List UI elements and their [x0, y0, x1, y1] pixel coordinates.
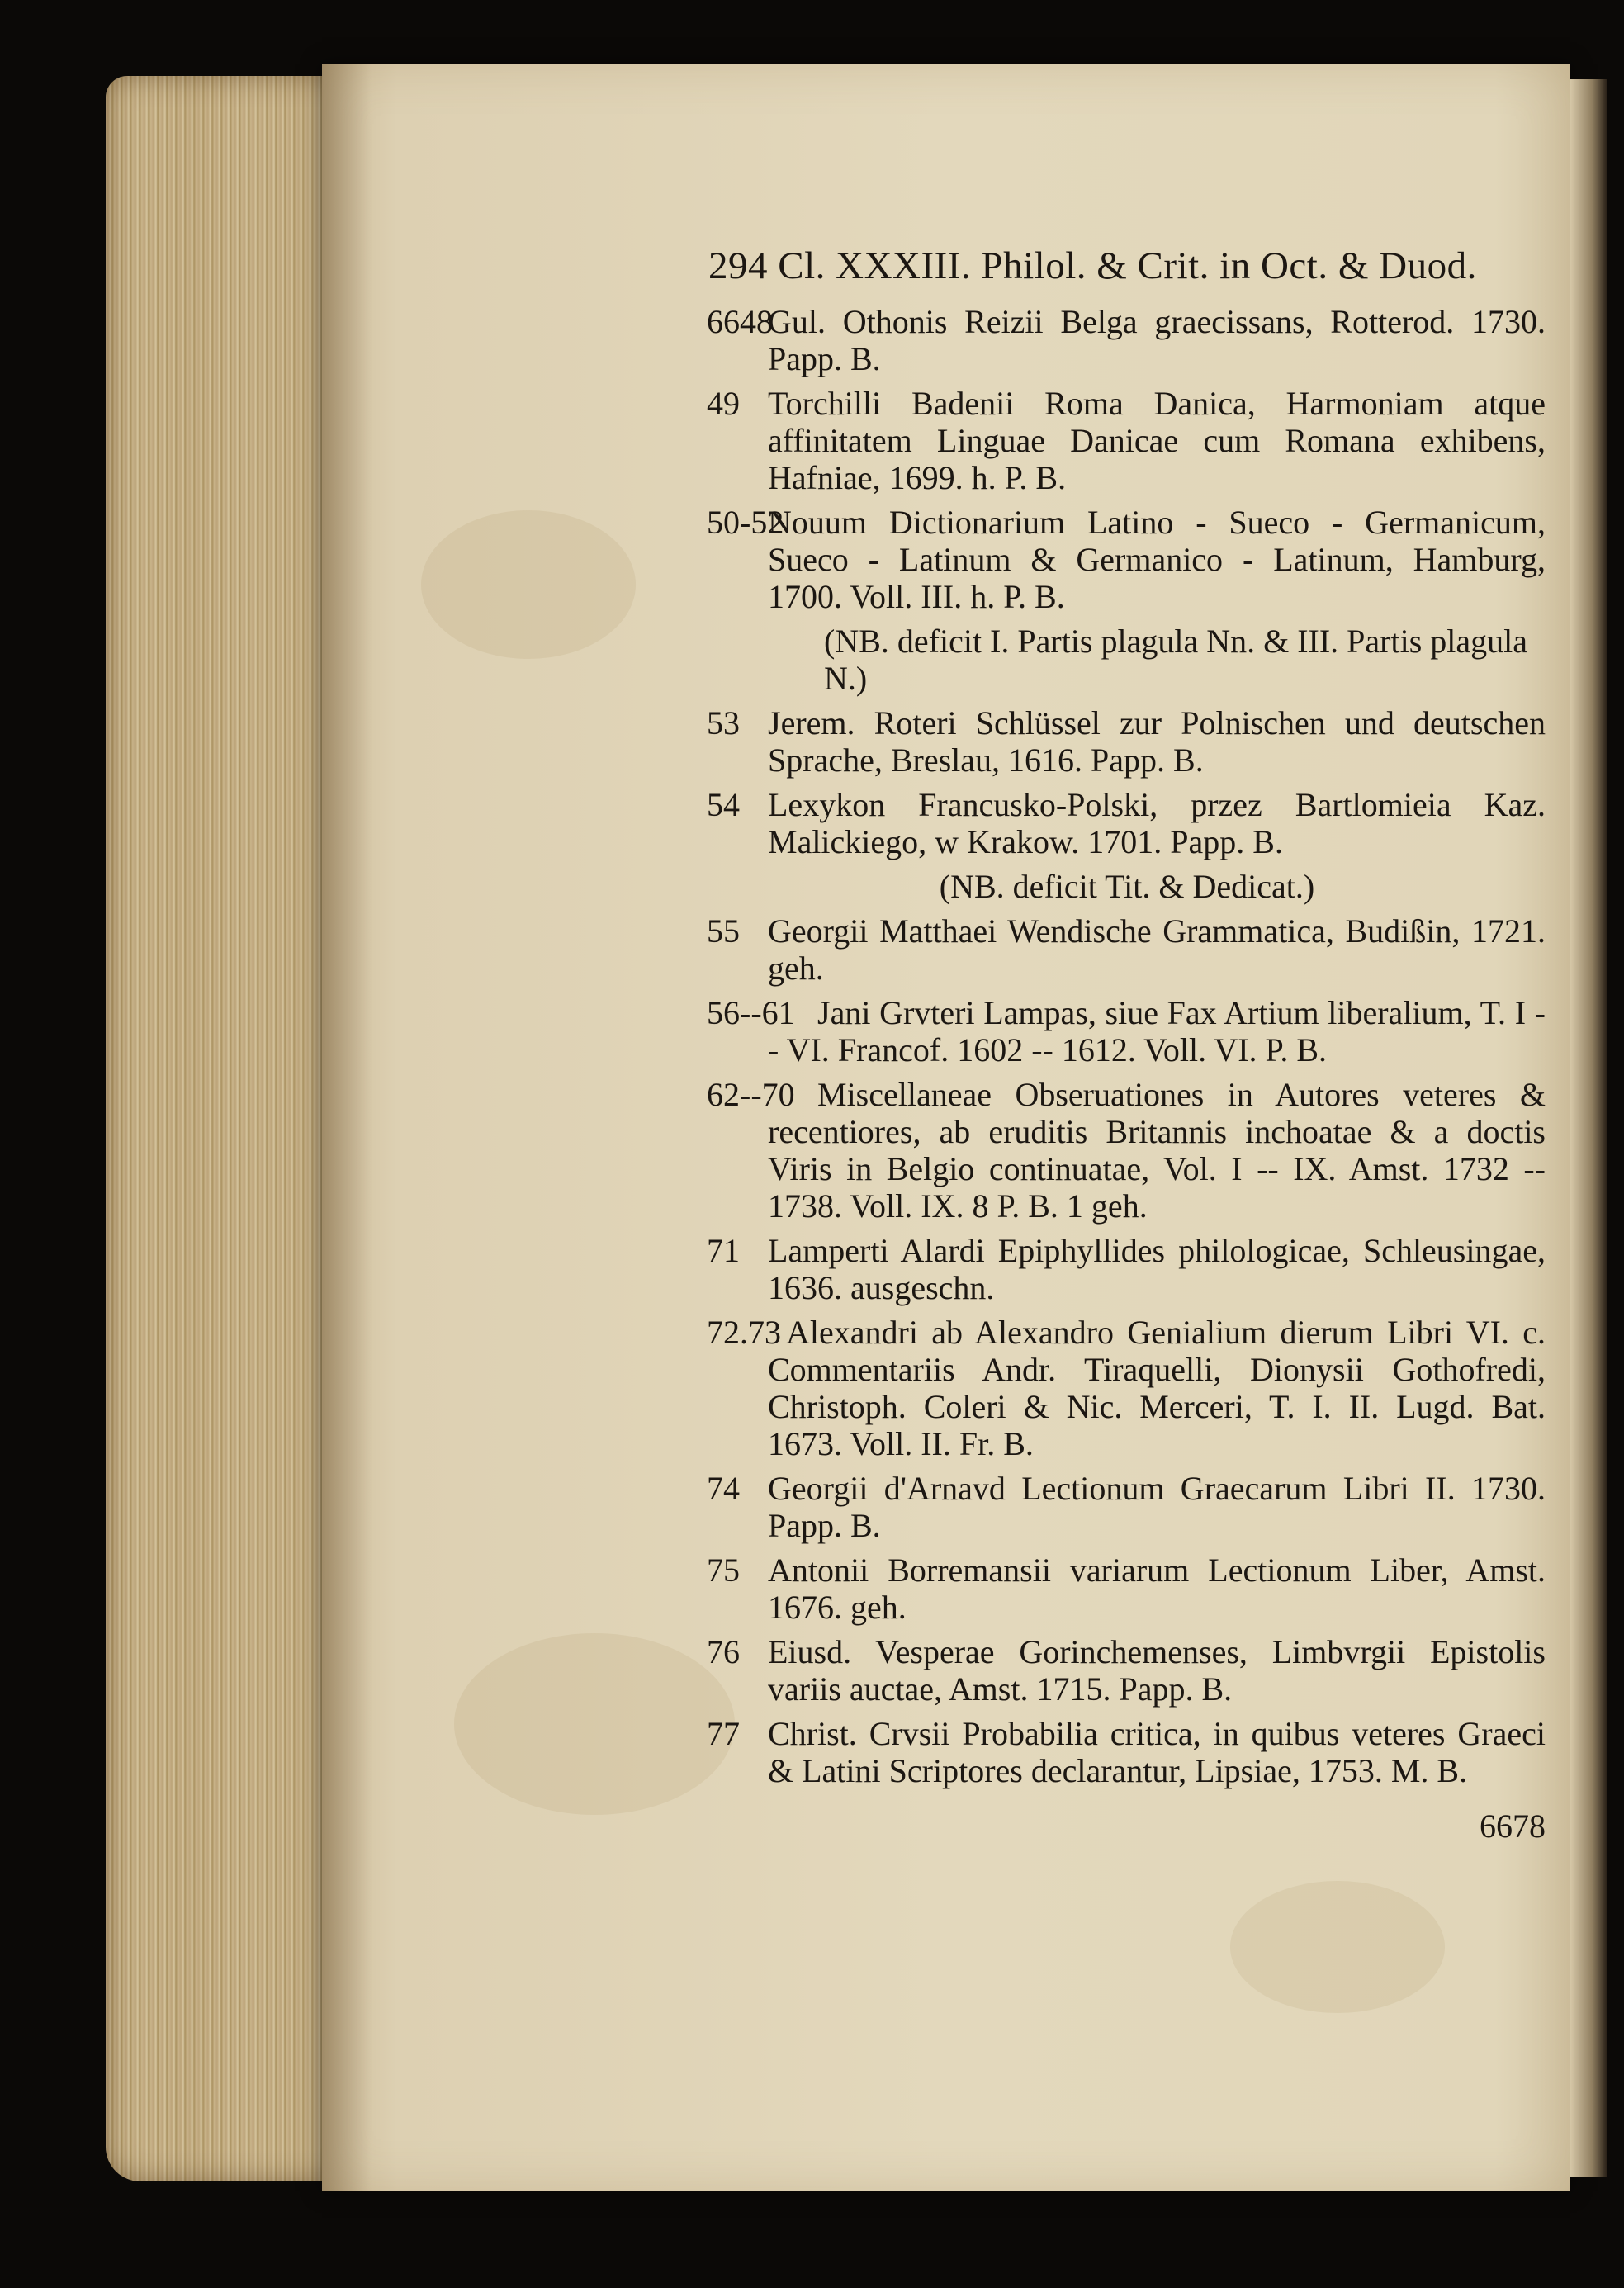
entry-number: 6648: [707, 303, 773, 340]
entry-text: Lexykon Francusko-Polski, przez Bartlomieia Kaz. Malickiego, w Krakow. 1701. Papp. B.: [768, 786, 1546, 860]
catalog-entry: [708, 1551, 1546, 1626]
entry-text: Antonii Borremansii variarum Lectionum Liber, Amst. 1676. geh.: [768, 1551, 1546, 1626]
paper-stain: [1230, 1881, 1445, 2013]
entry-text: Gul. Othonis Reizii Belga graecissans, Rotterod. 1730. Papp. B.: [768, 303, 1546, 377]
entry-text: Eiusd. Vesperae Gorinchemenses, Limbvrgii Epistolis variis auctae, Amst. 1715. Papp. B.: [768, 1633, 1546, 1708]
catalog-entry: [708, 385, 1546, 496]
entry-text: Alexandri ab Alexandro Genialium dierum Libri VI. c. Commentariis Andr. Tiraquelli, Dionysii Gothofredi, Christoph. Coleri & Nic. Merceri, T. I. II. Lugd. Bat. 1673. Voll. II. Fr. B.: [768, 1314, 1546, 1462]
catalog-entry: [708, 1076, 1546, 1225]
catalog-entry: [708, 1232, 1546, 1306]
page-edges: [106, 76, 353, 2181]
entry-number: 76: [707, 1633, 740, 1670]
catalog-entry: [708, 912, 1546, 987]
entry-number: 49: [707, 385, 740, 422]
catalog-entry: [708, 303, 1546, 377]
catalog-entry: [708, 1715, 1546, 1789]
catalog-entry: [708, 994, 1546, 1068]
note-text: (NB. deficit Tit. & Dedicat.): [939, 868, 1315, 905]
entry-text: Georgii d'Arnavd Lectionum Graecarum Libri II. 1730. Papp. B.: [768, 1470, 1546, 1544]
catalog-entry: [708, 1314, 1546, 1462]
page-text: [707, 244, 1546, 1845]
entry-number: 74: [707, 1470, 740, 1507]
catalog-entry: [708, 504, 1546, 615]
running-header: 294 Cl. XXXIII. Philol. & Crit. in Oct. & Duod.: [708, 244, 1477, 287]
gutter-shadow: [322, 64, 372, 2191]
entry-note: [708, 868, 1546, 905]
entry-number: 72.73: [707, 1314, 781, 1351]
page-fold: [1570, 79, 1607, 2177]
entry-text: Torchilli Badenii Roma Danica, Harmoniam atque affinitatem Linguae Danicae cum Romana exhibens, Hafniae, 1699. h. P. B.: [768, 385, 1546, 496]
entry-text: Jani Grvteri Lampas, siue Fax Artium liberalium, T. I -- VI. Francof. 1602 -- 1612. Voll. VI. P. B.: [768, 994, 1546, 1068]
note-text: (NB. deficit I. Partis plagula Nn. & III. Partis plagula N.): [824, 623, 1528, 697]
entry-text: Miscellaneae Obseruationes in Autores veteres & recentiores, ab eruditis Britannis inchoatae & a doctis Viris in Belgio continuatae, Vol. I -- IX. Amst. 1732 -- 1738. Voll. IX. 8 P. B. 1 geh.: [768, 1076, 1546, 1225]
entry-number: 54: [707, 786, 740, 823]
entry-number: 55: [707, 912, 740, 950]
catalog-entry: [708, 786, 1546, 860]
catchword: 6678: [1480, 1807, 1546, 1845]
entry-number: 71: [707, 1232, 740, 1269]
catalog-entry: [708, 704, 1546, 779]
entry-text: Lamperti Alardi Epiphyllides philologicae, Schleusingae, 1636. ausgeschn.: [768, 1232, 1546, 1306]
entry-number: 62--70: [707, 1076, 795, 1113]
paper-stain: [421, 510, 636, 659]
catalog-entry: [708, 1470, 1546, 1544]
entry-note: [708, 623, 1546, 697]
entry-text: Christ. Crvsii Probabilia critica, in quibus veteres Graeci & Latini Scriptores declarantur, Lipsiae, 1753. M. B.: [768, 1715, 1546, 1789]
entry-number: 50-52: [707, 504, 784, 541]
entry-text: Jerem. Roteri Schlüssel zur Polnischen und deutschen Sprache, Breslau, 1616. Papp. B.: [768, 704, 1546, 779]
entry-number: 77: [707, 1715, 740, 1752]
entry-number: 75: [707, 1551, 740, 1589]
entry-number: 56--61: [707, 994, 795, 1031]
entry-text: Nouum Dictionarium Latino - Sueco - Germanicum, Sueco - Latinum & Germanico - Latinum, Hamburg, 1700. Voll. III. h. P. B.: [768, 504, 1546, 615]
entry-text: Georgii Matthaei Wendische Grammatica, Budißin, 1721. geh.: [768, 912, 1546, 987]
entry-number: 53: [707, 704, 740, 741]
catalog-entry: [708, 1633, 1546, 1708]
paper-stain: [454, 1633, 735, 1815]
